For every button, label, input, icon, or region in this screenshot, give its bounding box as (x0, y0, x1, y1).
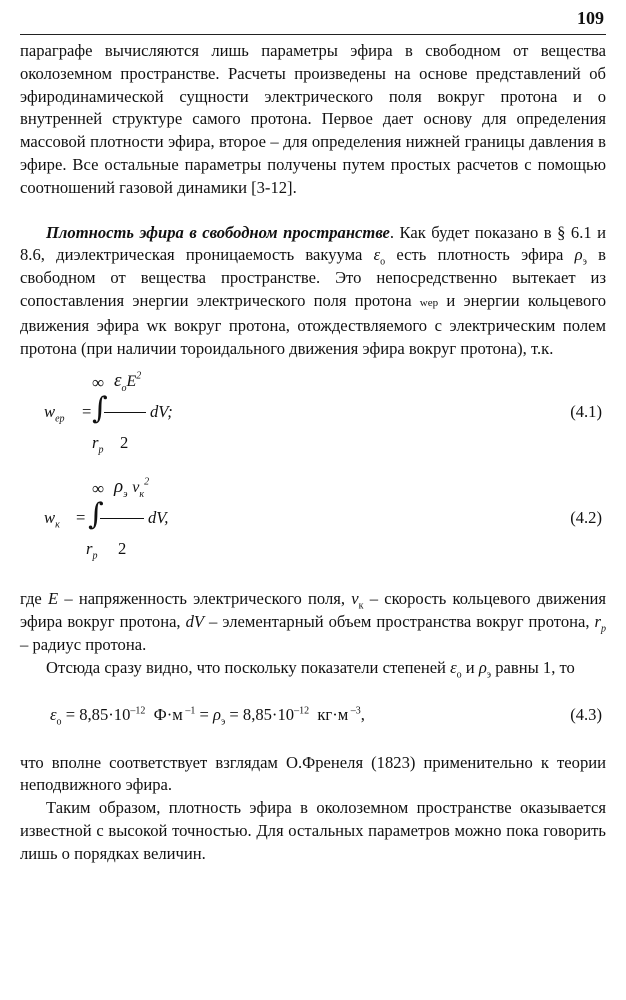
equals-sign: = (195, 704, 213, 724)
equation-number: (4.1) (570, 402, 602, 422)
formula-4-1 (20, 372, 606, 468)
symbol-v: v (132, 479, 140, 497)
value: 8,85·10 (79, 704, 131, 724)
unit: Ф·м (153, 704, 183, 724)
formula-lhs (44, 401, 65, 424)
section-lead: Плотность эфира в свободном пространстве (46, 222, 390, 242)
symbol-rho: ρ (478, 657, 487, 677)
symbol-e: E (48, 589, 59, 609)
text-run: вокруг протона, отождествляемого с электрическим полем протона (при наличии тороидального движения эфира вокруг протона), т.к. (20, 315, 607, 358)
exponent: –1 (182, 705, 196, 717)
integral-lower-limit (86, 538, 97, 561)
symbol-sub: к (55, 519, 60, 531)
symbol-w: w (44, 508, 56, 528)
formula-numerator (114, 370, 141, 394)
symbol-e: E (126, 373, 137, 391)
equation-number: (4.2) (570, 508, 602, 528)
symbol-sub: к (358, 600, 364, 612)
symbol-epsilon: ε (50, 704, 57, 724)
symbol-wep: wер (419, 296, 439, 309)
symbol-sub: э (582, 256, 587, 268)
symbol-sub: о (380, 256, 386, 268)
symbol-sub: о (121, 383, 127, 395)
paragraph-summary: Таким образом, плотность эфира в околоземном пространстве оказывается известной с высокой точностью. Для остальных параметров можно пока говорить лишь о порядках величин. (20, 798, 606, 863)
fraction-bar (104, 412, 146, 413)
text-run: . Как будет показано в § 6.1 и 8.6, диэлектрическая проницаемость вакуума (20, 222, 606, 265)
formula-denominator: 2 (118, 539, 127, 559)
paragraph-definitions (20, 588, 606, 656)
symbol-epsilon: ε (373, 245, 381, 265)
text-run: есть плотность эфира (385, 245, 575, 265)
integral-sign: ∫ (92, 391, 108, 427)
exponent: –12 (130, 705, 146, 717)
header-rule (20, 34, 606, 35)
formula-dv: dV; (150, 402, 173, 422)
symbol-sub: p (601, 623, 606, 635)
value: 8,85·10 (242, 704, 295, 724)
symbol-rho: ρ (212, 704, 221, 724)
text-run: где (20, 589, 48, 609)
equals-sign: = (61, 704, 80, 724)
symbol-sub: p (92, 550, 98, 562)
equals-sign: = (76, 508, 86, 528)
integral-lower-limit (92, 432, 103, 455)
formula-denominator: 2 (120, 433, 129, 453)
symbol-epsilon: ε (114, 370, 122, 392)
symbol-dv: dV (185, 612, 205, 632)
symbol-rho: ρ (574, 245, 583, 265)
formula-dv: dV, (148, 508, 169, 528)
exponent: –3 (348, 705, 361, 717)
text-run: – напряженность электрического поля, (58, 589, 352, 609)
symbol-sub: э (123, 489, 128, 501)
paragraph-intro: параграфе вычисляются лишь параметры эфира в свободном от вещества околоземном пространстве. Расчеты произведены на основе представлений об эфиродинамической сущности электрического поля вокруг протона и о внутренней структуре самого протона. Первое дает основу для определения массовой плотности эфира, второе – для определения нижней границы давления в эфире. Все остальные параметры получены путем простых расчетов с помощью соотношений газовой динамики [3-12]. (20, 41, 606, 197)
text-run: и (461, 657, 479, 677)
paragraph-conclusion (20, 657, 606, 680)
infinity-sign: ∞ (92, 373, 105, 393)
text-run: в свободном от вещества пространстве. Это непосредственно вытекает из сопоставления энергии электрического поля протона (20, 245, 606, 310)
symbol-sub: э (486, 669, 492, 681)
symbol-power: 2 (136, 371, 142, 383)
symbol-power: 2 (144, 477, 150, 489)
integral-sign: ∫ (88, 497, 104, 533)
equation-number: (4.3) (570, 704, 602, 724)
symbol-sub: э (220, 715, 226, 727)
symbol-r: r (594, 612, 601, 632)
symbol-epsilon: ε (450, 657, 457, 677)
text-run: Отсюда сразу видно, что поскольку показатели степеней (46, 657, 451, 677)
exponent: –12 (294, 705, 310, 717)
equals-sign: = (225, 704, 243, 724)
fraction-bar (100, 518, 144, 519)
formula-body (50, 704, 365, 727)
infinity-sign: ∞ (92, 479, 105, 499)
punctuation: , (360, 704, 365, 724)
symbol-r: r (92, 433, 99, 453)
symbol-w: w (44, 402, 56, 422)
formula-4-2 (20, 478, 606, 574)
page-number: 109 (577, 8, 604, 28)
text-run: и энергии кольцевого движения эфира (20, 290, 607, 335)
text-run: – скорость кольцевого движения эфира вокруг протона, (20, 589, 606, 632)
equals-sign: = (82, 402, 92, 422)
text-run: – радиус протона. (20, 634, 147, 654)
formula-4-3 (20, 698, 606, 734)
symbol-sub: к (139, 489, 145, 501)
paragraph-fresnel: что вполне соответствует взглядам О.Френеля (1823) применительно к теории неподвижного эфира. (20, 752, 606, 795)
formula-numerator (114, 476, 149, 500)
unit: кг·м (317, 704, 349, 724)
symbol-r: r (86, 539, 93, 559)
symbol-sub: о (456, 669, 462, 681)
symbol-wk: wк (146, 315, 167, 335)
symbol-v: v (351, 589, 359, 609)
symbol-sub: о (56, 715, 62, 727)
paragraph-density (20, 222, 606, 361)
page-body (20, 40, 606, 866)
formula-lhs (44, 507, 60, 530)
symbol-rho: ρ (114, 476, 124, 498)
symbol-sub: p (98, 444, 104, 456)
text-run: равны 1, то (491, 657, 575, 677)
symbol-sub: ер (55, 413, 65, 425)
text-run: – элементарный объем пространства вокруг протона, (204, 612, 595, 632)
